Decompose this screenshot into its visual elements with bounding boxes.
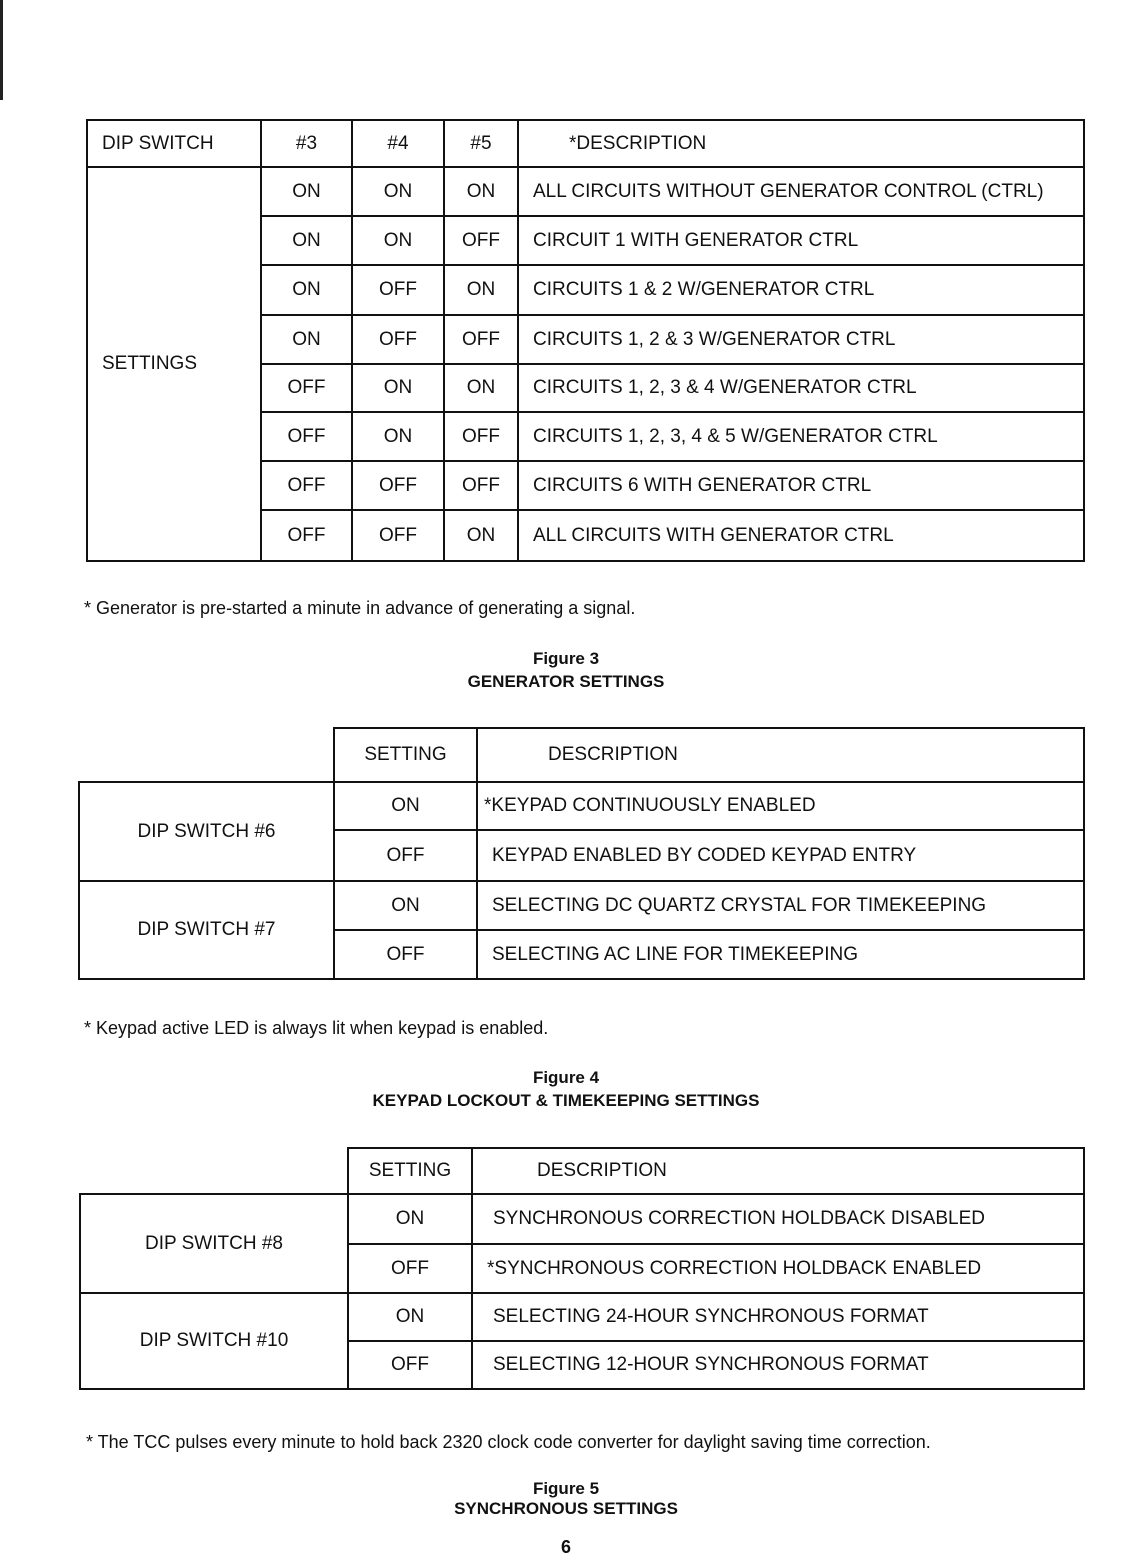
table-row (80, 1194, 1084, 1244)
figure3-footnote: * Generator is pre-started a minute in advance of generating a signal. (84, 598, 636, 618)
setting-value: OFF (334, 830, 477, 881)
row-description: CIRCUITS 1 & 2 W/GENERATOR CTRL (518, 265, 1084, 315)
keypad-timekeeping-table (78, 727, 1085, 980)
setting-value: OFF (348, 1341, 472, 1389)
table-header-row (87, 120, 1084, 167)
figure4-caption-title: KEYPAD LOCKOUT & TIMEKEEPING SETTINGS (372, 1091, 760, 1110)
switch-4-value: ON (352, 364, 444, 412)
dip-switch-7-label: DIP SWITCH #7 (79, 881, 334, 979)
switch-5-value: ON (444, 510, 518, 561)
switch-3-value: OFF (261, 510, 352, 561)
header-switch-5: #5 (444, 120, 518, 167)
table-row (80, 1293, 1084, 1341)
switch-4-value: OFF (352, 510, 444, 561)
empty-header-cell (79, 728, 334, 782)
switch-4-value: OFF (352, 315, 444, 364)
switch-4-value: OFF (352, 461, 444, 510)
dip-switch-10-label: DIP SWITCH #10 (80, 1293, 348, 1389)
header-description: DESCRIPTION (472, 1148, 1084, 1194)
empty-header-cell (80, 1148, 348, 1194)
setting-value: OFF (348, 1244, 472, 1293)
figure3-caption-number: Figure 3 (532, 649, 600, 668)
synchronous-settings-table (79, 1147, 1085, 1390)
header-switch-4: #4 (352, 120, 444, 167)
header-setting: SETTING (334, 728, 477, 782)
switch-4-value: ON (352, 216, 444, 265)
switch-5-value: OFF (444, 461, 518, 510)
row-description: CIRCUITS 1, 2, 3 & 4 W/GENERATOR CTRL (518, 364, 1084, 412)
dip-switch-6-label: DIP SWITCH #6 (79, 782, 334, 881)
switch-5-value: ON (444, 167, 518, 216)
switch-3-value: OFF (261, 461, 352, 510)
switch-5-value: OFF (444, 412, 518, 461)
header-description: DESCRIPTION (477, 728, 1084, 782)
header-setting: SETTING (348, 1148, 472, 1194)
generator-settings-table (86, 119, 1085, 562)
row-description: SYNCHRONOUS CORRECTION HOLDBACK DISABLED (472, 1194, 1084, 1244)
header-description: *DESCRIPTION (518, 120, 1084, 167)
switch-3-value: ON (261, 315, 352, 364)
row-description: *SYNCHRONOUS CORRECTION HOLDBACK ENABLED (472, 1244, 1084, 1293)
page-number: 6 (560, 1537, 571, 1557)
table-row (79, 881, 1084, 930)
table-row (87, 167, 1084, 216)
switch-5-value: OFF (444, 315, 518, 364)
setting-value: OFF (334, 930, 477, 979)
switch-4-value: ON (352, 167, 444, 216)
dip-switch-8-label: DIP SWITCH #8 (80, 1194, 348, 1293)
figure5-caption-title: SYNCHRONOUS SETTINGS (454, 1499, 678, 1518)
switch-3-value: ON (261, 265, 352, 315)
setting-value: ON (334, 881, 477, 930)
switch-4-value: ON (352, 412, 444, 461)
setting-value: ON (348, 1194, 472, 1244)
row-description: CIRCUITS 1, 2, 3, 4 & 5 W/GENERATOR CTRL (518, 412, 1084, 461)
switch-3-value: ON (261, 167, 352, 216)
switch-3-value: ON (261, 216, 352, 265)
setting-value: ON (348, 1293, 472, 1341)
switch-3-value: OFF (261, 412, 352, 461)
header-dip-switch: DIP SWITCH (87, 120, 261, 167)
row-description: SELECTING 12-HOUR SYNCHRONOUS FORMAT (472, 1341, 1084, 1389)
row-description: KEYPAD ENABLED BY CODED KEYPAD ENTRY (477, 830, 1084, 881)
figure5-caption-number: Figure 5 (532, 1479, 600, 1498)
row-description: SELECTING AC LINE FOR TIMEKEEPING (477, 930, 1084, 979)
switch-5-value: OFF (444, 216, 518, 265)
setting-value: ON (334, 782, 477, 830)
switch-5-value: ON (444, 364, 518, 412)
switch-5-value: ON (444, 265, 518, 315)
figure4-footnote: * Keypad active LED is always lit when keypad is enabled. (84, 1018, 549, 1038)
row-description: CIRCUIT 1 WITH GENERATOR CTRL (518, 216, 1084, 265)
table-header-row (79, 728, 1084, 782)
table-row (79, 782, 1084, 830)
row-description: CIRCUITS 1, 2 & 3 W/GENERATOR CTRL (518, 315, 1084, 364)
left-edge-mark (0, 0, 3, 100)
row-description: ALL CIRCUITS WITHOUT GENERATOR CONTROL (CTRL) (518, 167, 1084, 216)
row-description: CIRCUITS 6 WITH GENERATOR CTRL (518, 461, 1084, 510)
table-header-row (80, 1148, 1084, 1194)
switch-3-value: OFF (261, 364, 352, 412)
row-description: SELECTING 24-HOUR SYNCHRONOUS FORMAT (472, 1293, 1084, 1341)
row-description: ALL CIRCUITS WITH GENERATOR CTRL (518, 510, 1084, 561)
figure3-caption-title: GENERATOR SETTINGS (467, 672, 665, 691)
row-description: SELECTING DC QUARTZ CRYSTAL FOR TIMEKEEPING (477, 881, 1084, 930)
switch-4-value: OFF (352, 265, 444, 315)
figure5-footnote: * The TCC pulses every minute to hold back 2320 clock code converter for daylight saving time correction. (86, 1432, 931, 1452)
header-switch-3: #3 (261, 120, 352, 167)
row-description: *KEYPAD CONTINUOUSLY ENABLED (477, 782, 1084, 830)
figure4-caption-number: Figure 4 (532, 1068, 600, 1087)
settings-group-label: SETTINGS (87, 167, 261, 561)
